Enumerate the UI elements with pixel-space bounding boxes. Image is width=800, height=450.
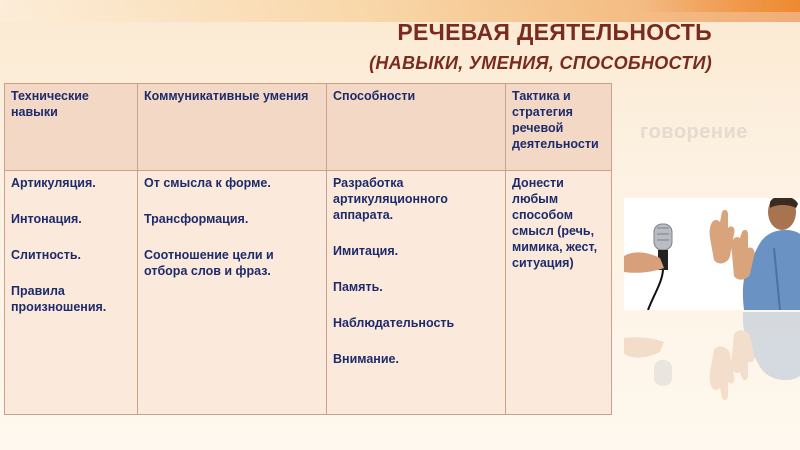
list-item: Слитность. [11, 248, 82, 262]
list-item: Память. [333, 280, 383, 294]
list-item: Трансформация. [144, 212, 249, 226]
cell-abilities [327, 171, 506, 415]
side-label-speaking: говорение [640, 121, 748, 143]
title-main: РЕЧЕВАЯ ДЕЯТЕЛЬНОСТЬ [397, 19, 712, 45]
header-technical-skills: Технические навыки [5, 84, 138, 171]
photo-reflection [624, 312, 800, 412]
list-item: Интонация. [11, 212, 82, 226]
list-item: Правила произношения. [11, 284, 107, 314]
cell-communicative-skills [138, 171, 327, 415]
list-item: Наблюдательность [333, 316, 455, 330]
cell-technical-skills [5, 171, 138, 415]
list-item: Внимание. [333, 352, 399, 366]
slide-title [369, 18, 712, 76]
header-tactics-strategy: Тактика и стратегия речевой деятельности [506, 84, 612, 171]
header-abilities: Способности [327, 84, 506, 171]
man-with-microphone-photo [624, 198, 800, 310]
list-item: Разработка артикуляционного аппарата. [333, 176, 448, 222]
list-item: Артикуляция. [11, 176, 96, 190]
top-decoration-accent [640, 0, 800, 12]
cell-tactics-strategy [506, 171, 612, 415]
header-communicative-skills: Коммуникативные умения [138, 84, 327, 171]
list-item: Соотношение цели и отбора слов и фраз. [144, 248, 274, 278]
title-subtitle: (НАВЫКИ, УМЕНИЯ, СПОСОБНОСТИ) [369, 53, 712, 73]
table-header-row [5, 84, 612, 171]
skills-table [4, 83, 612, 415]
list-item: От смысла к форме. [144, 176, 271, 190]
table-row [5, 171, 612, 415]
list-item: Имитация. [333, 244, 399, 258]
list-item: Донести любым способом смысл (речь, мимика, жест, ситуация) [512, 176, 598, 270]
